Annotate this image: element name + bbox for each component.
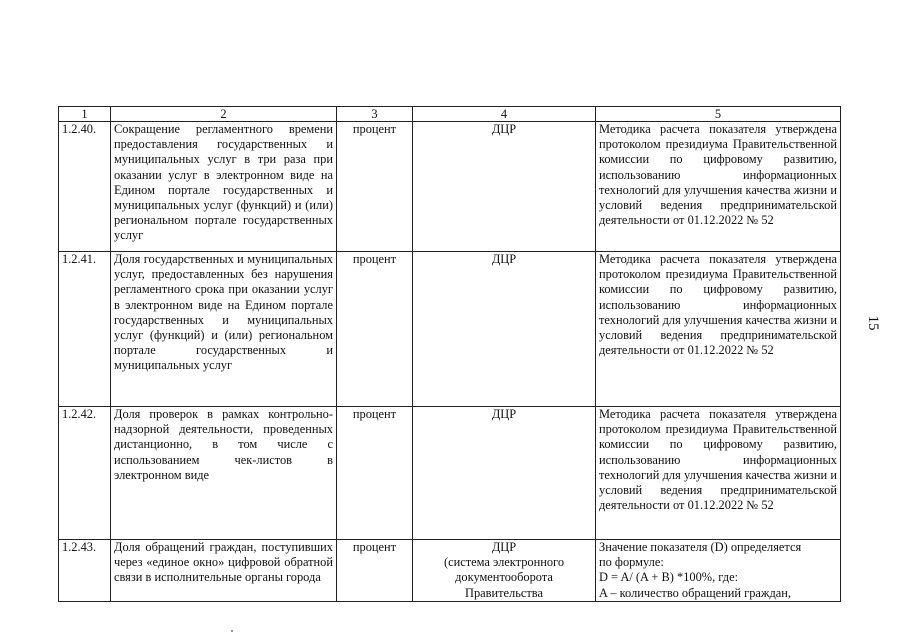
unit-of-measure: процент [337,252,413,407]
calculation-method: Методика расчета показателя утверждена протоколом президиума Правительственной комиссии по цифровому развитию, использованию информационных технологий для улучшения качества жизни и условий ведения предпринимательской деятельности от 01.12.2022 № 52 [596,122,841,252]
header-cell-4: 4 [413,107,596,122]
calculation-method [596,540,841,602]
header-cell-2: 2 [111,107,337,122]
row-number: 1.2.43. [59,540,111,602]
unit-of-measure: процент [337,122,413,252]
data-source: ДЦР [413,122,596,252]
row-number: 1.2.42. [59,407,111,540]
scan-artifact [231,630,233,632]
method-line: по формуле: [599,555,664,570]
formula-line: D = A/ (A + B) *100%, где: [599,570,739,585]
indicator-description: Сокращение регламентного времени предоставления государственных и муниципальных услуг в три раза при оказании услуг в электронном виде на Едином портале государственных и муниципальных услуг (функций) и (или) региональном портале государственных услуг [111,122,337,252]
page-number: 15 [865,315,881,331]
row-number: 1.2.40. [59,122,111,252]
indicator-description: Доля государственных и муниципальных услуг, предоставленных без нарушения регламентного срока при оказании услуг в электронном виде на Едином портале государственных и муниципальных услуг (функций) и (или) региональном портале государственных и муниципальных услуг [111,252,337,407]
header-cell-1: 1 [59,107,111,122]
unit-of-measure: процент [337,407,413,540]
table-row [59,252,841,407]
source-line: документооборота [455,570,553,585]
method-line: Значение показателя (D) определяется [599,540,802,554]
header-row [59,107,841,122]
unit-of-measure: процент [337,540,413,602]
method-line: A – количество обращений граждан, [599,585,791,600]
data-source: ДЦР [413,407,596,540]
calculation-method: Методика расчета показателя утверждена протоколом президиума Правительственной комиссии по цифровому развитию, использованию информационных технологий для улучшения качества жизни и условий ведения предпринимательской деятельности от 01.12.2022 № 52 [596,252,841,407]
source-line: (система электронного [443,555,565,570]
header-cell-5: 5 [596,107,841,122]
data-source: ДЦР [413,252,596,407]
table-row [59,122,841,252]
table-row [59,540,841,602]
source-line: Правительства [465,585,543,600]
data-source [413,540,596,602]
indicator-description: Доля проверок в рамках контрольно-надзорной деятельности, проведенных дистанционно, в том числе с использованием чек-листов в электронном виде [111,407,337,540]
calculation-method: Методика расчета показателя утверждена протоколом президиума Правительственной комиссии по цифровому развитию, использованию информационных технологий для улучшения качества жизни и условий ведения предпринимательской деятельности от 01.12.2022 № 52 [596,407,841,540]
indicator-description: Доля обращений граждан, поступивших через «единое окно» цифровой обратной связи в исполнительные органы города [111,540,337,602]
source-line: ДЦР [491,540,517,554]
header-cell-3: 3 [337,107,413,122]
row-number: 1.2.41. [59,252,111,407]
indicators-table [58,106,841,602]
table-row [59,407,841,540]
